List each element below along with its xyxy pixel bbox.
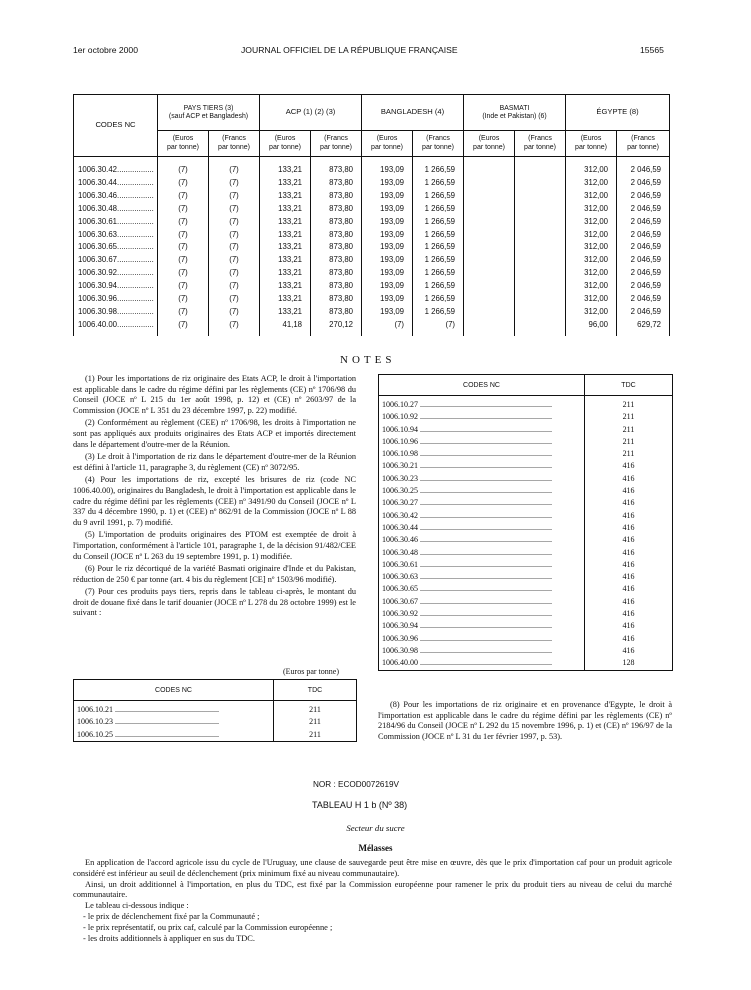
- value-cell: [515, 241, 566, 254]
- code-cell: 1006.30.44 ..................................................................: [379, 522, 585, 534]
- value-cell: 133,21: [260, 203, 311, 216]
- code-cell: 1006.30.25 ..................................................................: [379, 485, 585, 497]
- value-cell: (7): [158, 254, 209, 267]
- value-cell: [464, 190, 515, 203]
- value-cell: 133,21: [260, 229, 311, 242]
- subheader-francs: (Francs par tonne): [311, 131, 362, 157]
- table-row: [379, 583, 673, 595]
- notes-title: NOTES: [340, 354, 396, 366]
- code-cell: 1006.30.42.................: [74, 157, 158, 177]
- code-cell: 1006.30.65.................: [74, 241, 158, 254]
- tdc-value-cell: 416: [585, 633, 673, 645]
- table-row: [74, 157, 670, 177]
- subheader-euros: (Euros par tonne): [464, 131, 515, 157]
- value-cell: 2 046,59: [617, 293, 670, 306]
- value-cell: 1 266,59: [413, 267, 464, 280]
- tdc-value-cell: 416: [585, 583, 673, 595]
- value-cell: 1 266,59: [413, 229, 464, 242]
- value-cell: 193,09: [362, 306, 413, 319]
- value-cell: (7): [209, 267, 260, 280]
- value-cell: 2 046,59: [617, 203, 670, 216]
- value-cell: [464, 229, 515, 242]
- value-cell: (7): [158, 157, 209, 177]
- value-cell: (7): [209, 241, 260, 254]
- note-2: (2) Conformément au règlement (CEE) nº 1706/98, les droits à l'importation ne sont pas appliqués aux produits originaires des Etats ACP et importés directement dans le département d'outre-mer de la Réunion.: [73, 418, 356, 449]
- value-cell: 873,80: [311, 157, 362, 177]
- value-cell: [464, 267, 515, 280]
- value-cell: 1 266,59: [413, 203, 464, 216]
- code-cell: 1006.10.27 ..................................................................: [379, 396, 585, 412]
- table-row: [74, 254, 670, 267]
- value-cell: 873,80: [311, 203, 362, 216]
- value-cell: 1 266,59: [413, 177, 464, 190]
- value-cell: (7): [209, 190, 260, 203]
- tdc-table-large: [378, 374, 673, 671]
- table-row: [74, 267, 670, 280]
- tdc-large-header-codes: CODES NC: [379, 375, 585, 396]
- group-header-basmati: BASMATI (Inde et Pakistan) (6): [464, 95, 566, 131]
- tdc-value-cell: 416: [585, 645, 673, 657]
- value-cell: (7): [209, 216, 260, 229]
- value-cell: 873,80: [311, 177, 362, 190]
- value-cell: 312,00: [566, 306, 617, 319]
- table-row: [74, 716, 357, 728]
- value-cell: [515, 216, 566, 229]
- code-cell: 1006.30.96.................: [74, 293, 158, 306]
- code-cell: 1006.10.94 ..................................................................: [379, 424, 585, 436]
- value-cell: 133,21: [260, 267, 311, 280]
- value-cell: (7): [209, 229, 260, 242]
- table-title: TABLEAU H 1 b (Nº 38): [312, 800, 408, 810]
- table-row: [379, 547, 673, 559]
- table-row: [379, 436, 673, 448]
- tdc-value-cell: 211: [274, 701, 357, 717]
- table-row: [379, 657, 673, 670]
- code-cell: 1006.30.98.................: [74, 306, 158, 319]
- code-cell: 1006.30.96 ..................................................................: [379, 633, 585, 645]
- code-cell: 1006.30.67 ..................................................................: [379, 596, 585, 608]
- header-page-number: 15565: [640, 45, 664, 55]
- group-header-egypte: ÉGYPTE (8): [566, 95, 670, 131]
- value-cell: 133,21: [260, 190, 311, 203]
- value-cell: 312,00: [566, 190, 617, 203]
- value-cell: 873,80: [311, 267, 362, 280]
- tdc-value-cell: 416: [585, 596, 673, 608]
- tdc-value-cell: 416: [585, 473, 673, 485]
- note-7: (7) Pour ces produits pays tiers, repris dans le tableau ci-après, le montant du droit de douane fixé dans le tarif douanier (JOCE nº L 278 du 28 octobre 1999) est le suivant :: [73, 587, 356, 618]
- code-cell: 1006.30.46 ..................................................................: [379, 534, 585, 546]
- value-cell: (7): [362, 319, 413, 336]
- value-cell: 312,00: [566, 267, 617, 280]
- value-cell: (7): [158, 280, 209, 293]
- note-4: (4) Pour les importations de riz, excepté les brisures de riz (code NC 1006.40.00), originaires du Bangladesh, le droit à l'importation est applicable dans le cadre du régime défini par les règlements (CEE) nº 3491/90 du Conseil (JOCE nº L 337 du 4 décembre 1990, p. 1) et (CEE) nº 862/91 de la Commission (JOCE nº L 88 du 9 avril 1991, p. 7) modifié.: [73, 475, 356, 527]
- code-cell: 1006.30.67.................: [74, 254, 158, 267]
- note-6: (6) Pour le riz décortiqué de la variété Basmati originaire d'Inde et du Pakistan, réduction de 250 € par tonne (art. 4 bis du règlement [CE] nº 1503/96 modifié).: [73, 564, 356, 584]
- value-cell: 193,09: [362, 241, 413, 254]
- value-cell: [515, 306, 566, 319]
- value-cell: (7): [158, 306, 209, 319]
- code-cell: 1006.30.46.................: [74, 190, 158, 203]
- value-cell: [464, 241, 515, 254]
- value-cell: 133,21: [260, 293, 311, 306]
- value-cell: (7): [158, 319, 209, 336]
- tdc-value-cell: 416: [585, 460, 673, 472]
- code-cell: 1006.30.48 ..................................................................: [379, 547, 585, 559]
- tdc-value-cell: 416: [585, 497, 673, 509]
- value-cell: [515, 319, 566, 336]
- value-cell: (7): [158, 229, 209, 242]
- value-cell: 312,00: [566, 157, 617, 177]
- value-cell: 193,09: [362, 203, 413, 216]
- notes-column: [73, 374, 356, 621]
- table-row: [379, 460, 673, 472]
- value-cell: [515, 203, 566, 216]
- paragraph-2: Ainsi, un droit additionnel à l'importation, en plus du TDC, est fixé par la Commission européenne pour ramener le prix du produit tiers au niveau de celui du marché communautaire.: [73, 879, 672, 900]
- tdc-value-cell: 416: [585, 559, 673, 571]
- tdc-table-small: [73, 679, 357, 742]
- value-cell: (7): [209, 293, 260, 306]
- value-cell: [515, 293, 566, 306]
- subheader-francs: (Francs par tonne): [209, 131, 260, 157]
- table-row: [379, 571, 673, 583]
- table-row: [74, 203, 670, 216]
- value-cell: 873,80: [311, 241, 362, 254]
- table-row: [74, 306, 670, 319]
- tdc-value-cell: 416: [585, 485, 673, 497]
- tdc-large-header-tdc: TDC: [585, 375, 673, 396]
- header-journal-title: JOURNAL OFFICIEL DE LA RÉPUBLIQUE FRANÇAISE: [241, 45, 458, 55]
- value-cell: 133,21: [260, 177, 311, 190]
- value-cell: 41,18: [260, 319, 311, 336]
- code-cell: 1006.30.92.................: [74, 267, 158, 280]
- value-cell: 133,21: [260, 157, 311, 177]
- value-cell: 193,09: [362, 229, 413, 242]
- code-cell: 1006.30.61 ..................................................................: [379, 559, 585, 571]
- code-cell: 1006.10.98 ..................................................................: [379, 448, 585, 460]
- value-cell: (7): [413, 319, 464, 336]
- code-cell: 1006.10.23 ....................................................: [74, 716, 274, 728]
- value-cell: 873,80: [311, 229, 362, 242]
- table-row: [379, 411, 673, 423]
- value-cell: 312,00: [566, 203, 617, 216]
- value-cell: 133,21: [260, 280, 311, 293]
- table-row: [74, 701, 357, 717]
- value-cell: 873,80: [311, 306, 362, 319]
- subheader-euros: (Euros par tonne): [362, 131, 413, 157]
- value-cell: 312,00: [566, 254, 617, 267]
- value-cell: 1 266,59: [413, 254, 464, 267]
- value-cell: (7): [209, 157, 260, 177]
- value-cell: (7): [158, 241, 209, 254]
- section-heading-melasses: Mélasses: [358, 843, 393, 853]
- value-cell: 629,72: [617, 319, 670, 336]
- table-row: [74, 319, 670, 336]
- value-cell: 96,00: [566, 319, 617, 336]
- value-cell: 133,21: [260, 241, 311, 254]
- value-cell: (7): [158, 293, 209, 306]
- header-date: 1er octobre 2000: [73, 45, 138, 55]
- code-cell: 1006.30.27 ..................................................................: [379, 497, 585, 509]
- table-row: [379, 633, 673, 645]
- value-cell: 193,09: [362, 177, 413, 190]
- code-cell: 1006.10.92 ..................................................................: [379, 411, 585, 423]
- value-cell: 193,09: [362, 157, 413, 177]
- value-cell: [515, 254, 566, 267]
- paragraph-3: Le tableau ci-dessous indique :: [85, 901, 189, 911]
- value-cell: [464, 319, 515, 336]
- value-cell: [464, 157, 515, 177]
- subheader-euros: (Euros par tonne): [566, 131, 617, 157]
- value-cell: 2 046,59: [617, 267, 670, 280]
- value-cell: 2 046,59: [617, 190, 670, 203]
- value-cell: [515, 157, 566, 177]
- code-cell: 1006.30.98 ..................................................................: [379, 645, 585, 657]
- value-cell: 873,80: [311, 190, 362, 203]
- code-cell: 1006.30.23 ..................................................................: [379, 473, 585, 485]
- code-cell: 1006.30.65 ..................................................................: [379, 583, 585, 595]
- value-cell: (7): [158, 177, 209, 190]
- value-cell: 873,80: [311, 280, 362, 293]
- table-row: [379, 497, 673, 509]
- table-row: [74, 241, 670, 254]
- table-row: [379, 645, 673, 657]
- value-cell: (7): [158, 267, 209, 280]
- value-cell: (7): [209, 177, 260, 190]
- value-cell: 2 046,59: [617, 241, 670, 254]
- code-cell: 1006.30.61.................: [74, 216, 158, 229]
- value-cell: 1 266,59: [413, 306, 464, 319]
- value-cell: [464, 306, 515, 319]
- subheader-francs: (Francs par tonne): [413, 131, 464, 157]
- value-cell: (7): [209, 306, 260, 319]
- subheader-francs: (Francs par tonne): [617, 131, 670, 157]
- value-cell: 133,21: [260, 254, 311, 267]
- code-cell: 1006.30.63 ..................................................................: [379, 571, 585, 583]
- unit-label: (Euros par tonne): [283, 667, 339, 676]
- table-row: [74, 190, 670, 203]
- value-cell: [464, 280, 515, 293]
- table-row: [74, 229, 670, 242]
- tdc-value-cell: 211: [585, 411, 673, 423]
- value-cell: [515, 267, 566, 280]
- subheader-euros: (Euros par tonne): [158, 131, 209, 157]
- code-cell: 1006.30.63.................: [74, 229, 158, 242]
- table-row: [74, 177, 670, 190]
- value-cell: (7): [209, 319, 260, 336]
- table-row: [74, 729, 357, 742]
- value-cell: 2 046,59: [617, 216, 670, 229]
- value-cell: (7): [209, 203, 260, 216]
- value-cell: 133,21: [260, 306, 311, 319]
- paragraph-1: En application de l'accord agricole issu du cycle de l'Uruguay, une clause de sauvegarde peut être mise en œuvre, dès que le prix d'importation caf pour un produit agricole considéré est inférieur au seuil de déclenchement (prix minimum fixé au niveau communautaire).: [73, 858, 672, 878]
- value-cell: [464, 216, 515, 229]
- value-cell: (7): [209, 280, 260, 293]
- note-5: (5) L'importation de produits originaires des PTOM est exemptée de droit à l'importation, conformément à l'article 101, paragraphe 1, de la décision 91/482/CEE du Conseil (JOCE nº L 263 du 19 septembre 1991, p. 1) modifiée.: [73, 530, 356, 561]
- value-cell: 193,09: [362, 293, 413, 306]
- table-row: [379, 485, 673, 497]
- value-cell: 1 266,59: [413, 157, 464, 177]
- value-cell: 312,00: [566, 280, 617, 293]
- tdc-value-cell: 211: [274, 729, 357, 742]
- code-cell: 1006.30.92 ..................................................................: [379, 608, 585, 620]
- table-row: [74, 280, 670, 293]
- value-cell: (7): [158, 216, 209, 229]
- value-cell: 873,80: [311, 293, 362, 306]
- value-cell: (7): [158, 203, 209, 216]
- list-item-1: - le prix de déclenchement fixé par la Communauté ;: [83, 911, 260, 921]
- value-cell: 270,12: [311, 319, 362, 336]
- value-cell: 873,80: [311, 216, 362, 229]
- value-cell: [515, 280, 566, 293]
- value-cell: [515, 229, 566, 242]
- table-row: [379, 448, 673, 460]
- value-cell: 1 266,59: [413, 216, 464, 229]
- value-cell: 193,09: [362, 280, 413, 293]
- code-cell: 1006.10.25 ....................................................: [74, 729, 274, 742]
- nor-reference: NOR : ECOD0072619V: [313, 780, 400, 789]
- tdc-value-cell: 211: [585, 436, 673, 448]
- tdc-value-cell: 416: [585, 510, 673, 522]
- table-row: [379, 396, 673, 412]
- list-item-3: - les droits additionnels à appliquer en sus du TDC.: [83, 933, 255, 943]
- value-cell: 133,21: [260, 216, 311, 229]
- group-header-acp: ACP (1) (2) (3): [260, 95, 362, 131]
- tdc-value-cell: 128: [585, 657, 673, 670]
- tdc-value-cell: 211: [585, 424, 673, 436]
- table-row: [379, 559, 673, 571]
- table-row: [379, 510, 673, 522]
- value-cell: (7): [158, 190, 209, 203]
- tdc-value-cell: 211: [585, 448, 673, 460]
- value-cell: 873,80: [311, 254, 362, 267]
- table-row: [74, 293, 670, 306]
- tdc-value-cell: 416: [585, 522, 673, 534]
- value-cell: 2 046,59: [617, 157, 670, 177]
- value-cell: (7): [209, 254, 260, 267]
- value-cell: 312,00: [566, 229, 617, 242]
- value-cell: 1 266,59: [413, 293, 464, 306]
- list-item-2: - le prix représentatif, ou prix caf, calculé par la Commission européenne ;: [83, 922, 333, 932]
- tdc-value-cell: 416: [585, 534, 673, 546]
- table-row: [379, 596, 673, 608]
- value-cell: 1 266,59: [413, 190, 464, 203]
- code-cell: 1006.30.44.................: [74, 177, 158, 190]
- tdc-small-header-tdc: TDC: [274, 680, 357, 701]
- body-text: [73, 858, 672, 944]
- value-cell: [464, 203, 515, 216]
- value-cell: [464, 254, 515, 267]
- sector-subtitle: Secteur du sucre: [346, 823, 405, 833]
- table-row: [74, 216, 670, 229]
- tdc-value-cell: 211: [585, 396, 673, 412]
- value-cell: 193,09: [362, 216, 413, 229]
- note-8: (8) Pour les importations de riz originaire et en provenance d'Egypte, le droit à l'importation est applicable dans le cadre du régime défini par les règlements (CE) nº 2184/96 du Conseil (JOCE nº L 292 du 15 novembre 1996, p. 1) et (CE) nº 196/97 de la Commission (JOCE nº L 31 du 1er février 1997, p. 53).: [378, 700, 672, 741]
- code-cell: 1006.30.48.................: [74, 203, 158, 216]
- value-cell: 312,00: [566, 293, 617, 306]
- table-row: [379, 534, 673, 546]
- note-1: (1) Pour les importations de riz originaire des Etats ACP, le droit à l'importation est applicable dans le cadre du régime défini par les règlements (CE) nº 1706/98 du Conseil (JOCE nº L 215 du 1er août 1998, p. 12) et (CE) nº 2603/97 de la Commission (JOCE nº L 351 du 23 décembre 1997, p. 22) modifié.: [73, 374, 356, 415]
- code-cell: 1006.30.94 ..................................................................: [379, 620, 585, 632]
- value-cell: [464, 177, 515, 190]
- group-header-pays-tiers: PAYS TIERS (3) (sauf ACP et Bangladesh): [158, 95, 260, 131]
- table-row: [379, 424, 673, 436]
- value-cell: 2 046,59: [617, 177, 670, 190]
- value-cell: 1 266,59: [413, 241, 464, 254]
- tdc-value-cell: 211: [274, 716, 357, 728]
- value-cell: 193,09: [362, 267, 413, 280]
- value-cell: 2 046,59: [617, 280, 670, 293]
- tdc-value-cell: 416: [585, 620, 673, 632]
- code-cell: 1006.30.42 ..................................................................: [379, 510, 585, 522]
- value-cell: 2 046,59: [617, 254, 670, 267]
- value-cell: 2 046,59: [617, 306, 670, 319]
- code-cell: 1006.40.00.................: [74, 319, 158, 336]
- value-cell: 1 266,59: [413, 280, 464, 293]
- tdc-small-header-codes: CODES NC: [74, 680, 274, 701]
- note-3: (3) Le droit à l'importation de riz dans le département d'outre-mer de la Réunion est défini à l'article 11, paragraphe 3, du règlement (CE) nº 3072/95.: [73, 452, 356, 472]
- table-row: [379, 522, 673, 534]
- value-cell: 312,00: [566, 241, 617, 254]
- code-cell: 1006.40.00 ..................................................................: [379, 657, 585, 670]
- subheader-francs: (Francs par tonne): [515, 131, 566, 157]
- code-cell: 1006.10.96 ..................................................................: [379, 436, 585, 448]
- tdc-value-cell: 416: [585, 547, 673, 559]
- value-cell: 312,00: [566, 216, 617, 229]
- value-cell: [515, 190, 566, 203]
- value-cell: 312,00: [566, 177, 617, 190]
- value-cell: 2 046,59: [617, 229, 670, 242]
- code-cell: 1006.30.94.................: [74, 280, 158, 293]
- subheader-euros: (Euros par tonne): [260, 131, 311, 157]
- table-row: [379, 620, 673, 632]
- col-header-codes: CODES NC: [74, 95, 158, 157]
- tdc-value-cell: 416: [585, 571, 673, 583]
- rice-duty-table: [73, 94, 670, 336]
- value-cell: 193,09: [362, 190, 413, 203]
- table-row: [379, 473, 673, 485]
- value-cell: [464, 293, 515, 306]
- code-cell: 1006.30.21 ..................................................................: [379, 460, 585, 472]
- table-row: [379, 608, 673, 620]
- tdc-value-cell: 416: [585, 608, 673, 620]
- value-cell: 193,09: [362, 254, 413, 267]
- value-cell: [515, 177, 566, 190]
- code-cell: 1006.10.21 ....................................................: [74, 701, 274, 717]
- group-header-bangladesh: BANGLADESH (4): [362, 95, 464, 131]
